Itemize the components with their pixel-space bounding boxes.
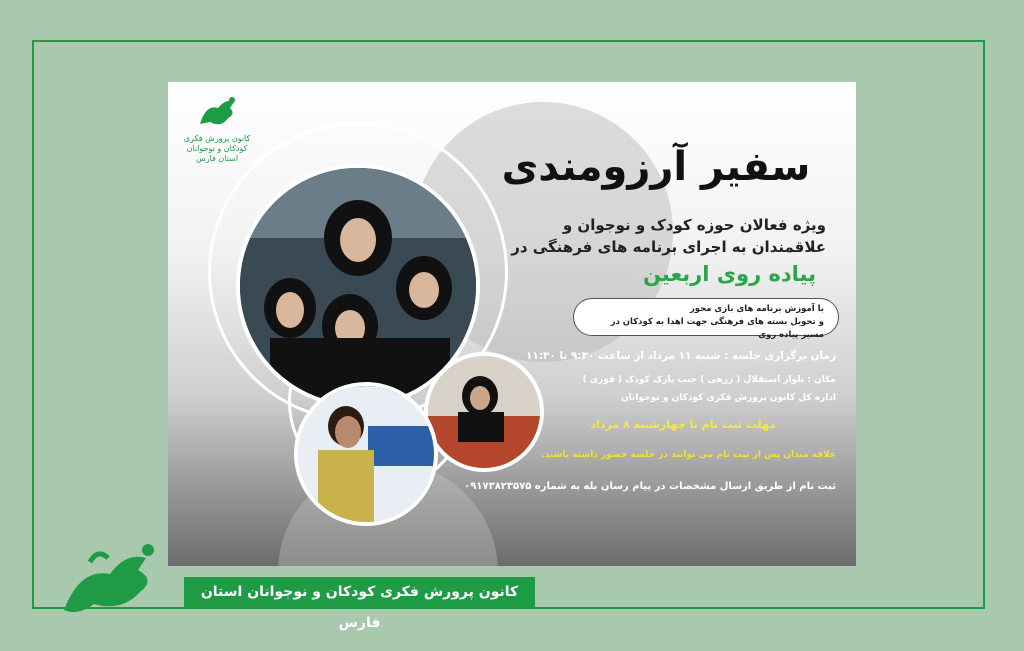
poster-subtitle: ویژه فعالان حوزه کودک و نوجوان و [562, 216, 826, 234]
info-box-line: و تحویل بسته های فرهنگی جهت اهدا به کودکان در مسیر پیاده روی [610, 317, 824, 340]
registration-info: ثبت نام از طریق ارسال مشخصات در پیام رسان بله به شماره ۰۹۱۷۳۸۲۳۵۷۵ [464, 481, 836, 492]
info-box-line: با آموزش برنامه های بازی محور [689, 304, 824, 314]
kanoon-logo-icon [192, 94, 242, 130]
attendance-note: علاقه مندان پس از ثبت نام می توانند در جلسه حضور داشته باشند. [541, 450, 836, 460]
poster-subtitle: علاقمندان به اجرای برنامه های فرهنگی در [511, 238, 826, 256]
footer-logo [60, 538, 170, 618]
event-organizer: اداره کل کانون پرورش فکری کودکان و نوجوانان [620, 393, 836, 403]
organization-logo [182, 94, 252, 164]
event-time: زمان برگزاری جلسه : شنبه ۱۱ مرداد از ساعت ۹:۳۰ تا ۱۱:۳۰ [525, 350, 836, 362]
poster-title: سفیر آرزومندی [501, 144, 811, 190]
info-box [573, 298, 839, 340]
poster-highlight: پیاده روی اربعین [642, 262, 816, 286]
logo-text-line: کودکان و نوجوانان [186, 144, 248, 153]
footer-label-bar: کانون پرورش فکری کودکان و نوجوانان استان فارس [184, 577, 535, 608]
event-place: مکان : بلوار استقلال ( زرهی ) جنب پارک کودک ( قوری ) [582, 375, 836, 385]
logo-text-line: کانون پرورش فکری [183, 134, 251, 143]
registration-deadline: مهلت ثبت نام تا چهارشنبه ۸ مرداد [590, 418, 776, 431]
logo-text-line: استان فارس [195, 154, 239, 163]
kanoon-logo-icon [60, 538, 170, 618]
event-poster [168, 82, 856, 566]
